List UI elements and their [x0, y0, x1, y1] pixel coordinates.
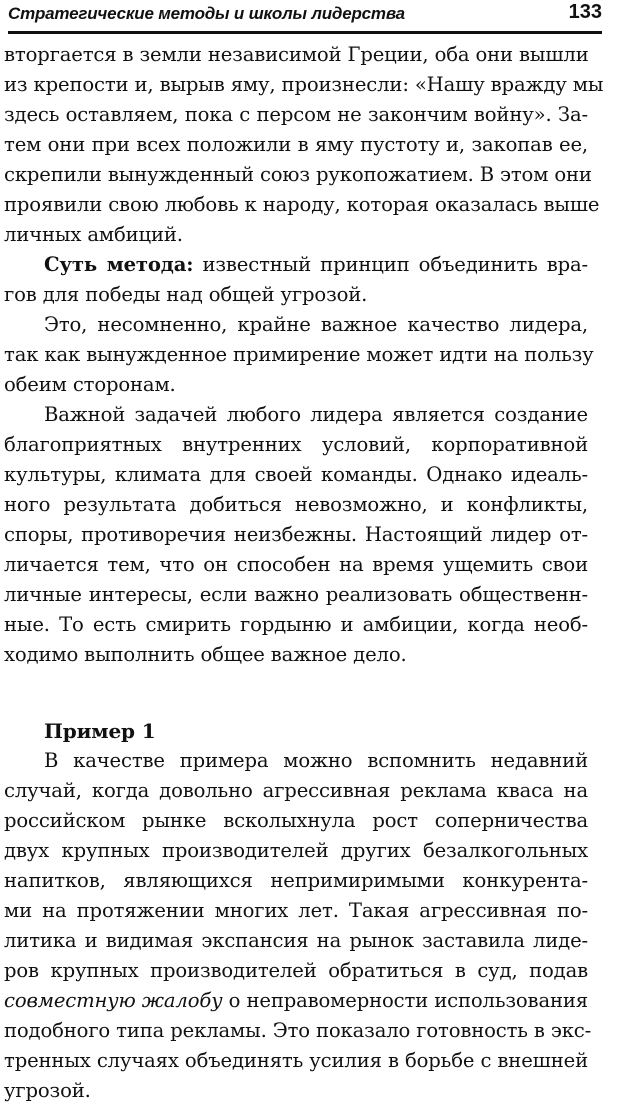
text-line: напитков, являющихся непримиримыми конкурента- [4, 869, 588, 892]
running-title: Стратегические методы и школы лидерства [8, 4, 405, 23]
text-line: обеим сторонам. [4, 373, 176, 396]
text-line: Это, несомненно, крайне важное качество лидера, [44, 313, 588, 336]
text-fragment: о неправомерности использования [222, 989, 588, 1012]
paragraph-method-essence [4, 250, 588, 310]
text-line: так как вынужденное примирение может идти на пользу [4, 343, 594, 366]
text-line: споры, противоречия неизбежны. Настоящий лидер от- [4, 523, 588, 546]
text-line [4, 986, 588, 1016]
text-line: В качестве примера можно вспомнить недавний [44, 749, 588, 772]
example-heading: Пример 1 [44, 719, 156, 743]
text-line: Важной задачей любого лидера является создание [44, 403, 588, 426]
text-line: ми на протяжении многих лет. Такая агрессивная по- [4, 899, 588, 922]
page-number: 133 [568, 1, 602, 23]
running-header [8, 0, 602, 34]
text-line: двух крупных производителей других безалкогольных [4, 839, 588, 862]
text-line: скрепили вынужденный союз рукопожатием. В этом они [4, 163, 592, 186]
section-gap [4, 670, 588, 716]
text-line: ров крупных производителей обратиться в суд, подав [4, 959, 588, 982]
method-essence-label: Суть метода: [44, 253, 194, 276]
text-line: подобного типа рекламы. Это показало готовность в экс- [4, 1019, 592, 1042]
text-line: из крепости и, вырыв яму, произнесли: «Нашу вражду мы [4, 73, 604, 96]
text-line: вторгается в земли независимой Греции, оба они вышли [4, 43, 589, 66]
paragraph [4, 400, 588, 670]
text-line: гов для победы над общей угрозой. [4, 283, 368, 306]
paragraph-continuation [4, 40, 604, 250]
method-essence-text: известный принцип объединить вра- [193, 253, 588, 276]
paragraph [4, 310, 594, 400]
text-line: личается тем, что он способен на время ущемить свои [4, 553, 588, 576]
text-line: ные. То есть смирить гордыню и амбиции, когда необ- [4, 613, 588, 636]
text-line: тренных случаях объединять усилия в борьбе с внешней [4, 1049, 588, 1072]
text-line: ного результата добиться невозможно, и конфликты, [4, 493, 588, 516]
body-text [4, 40, 604, 1106]
text-line: литика и видимая экспансия на рынок заставила лиде- [4, 929, 588, 952]
text-line: российском рынке всколыхнула рост соперничества [4, 809, 588, 832]
text-line: угрозой. [4, 1079, 91, 1102]
paragraph-example [4, 746, 592, 1106]
italic-phrase: совместную жалобу [4, 989, 223, 1012]
text-line: благоприятных внутренних условий, корпоративной [4, 433, 588, 456]
text-line: проявили свою любовь к народу, которая оказалась выше [4, 193, 600, 216]
header-rule [8, 31, 602, 34]
text-line: случай, когда довольно агрессивная реклама кваса на [4, 779, 588, 802]
text-line: тем они при всех положили в яму пустоту и, закопав ее, [4, 133, 588, 156]
text-line: культуры, климата для своей команды. Однако идеаль- [4, 463, 588, 486]
text-line: личных амбиций. [4, 223, 183, 246]
text-line: здесь оставляем, пока с персом не закончим войну». За- [4, 103, 588, 126]
text-line: ходимо выполнить общее важное дело. [4, 643, 407, 666]
text-line [4, 250, 588, 280]
text-line: личные интересы, если важно реализовать общественн- [4, 583, 588, 606]
